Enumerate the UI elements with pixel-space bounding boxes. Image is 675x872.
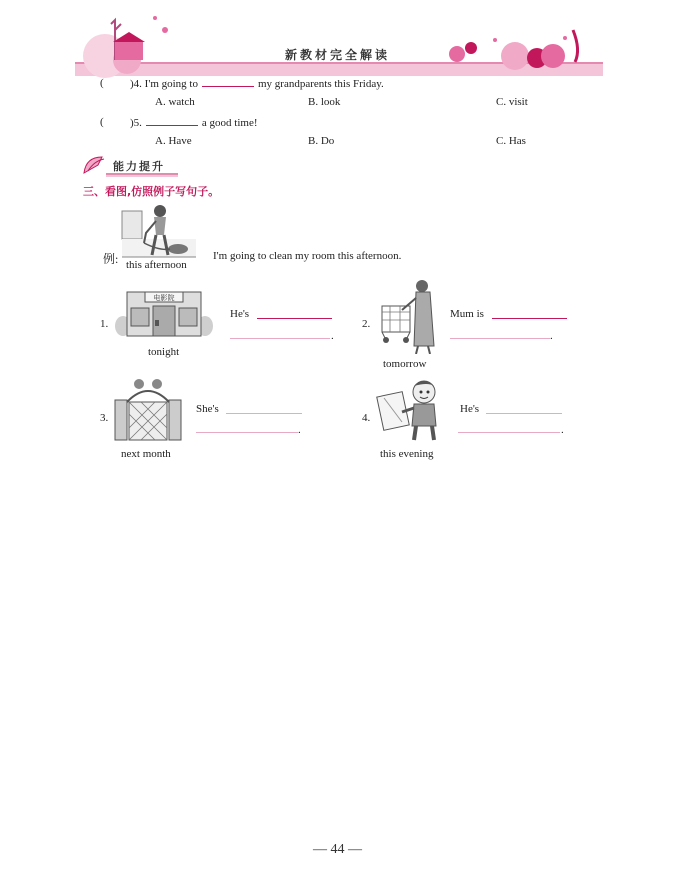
cleaning-woman-picture	[120, 203, 198, 259]
boy-painting-picture	[376, 378, 450, 444]
example-time: this afternoon	[126, 259, 187, 271]
q4-number: 4.	[133, 78, 142, 90]
q5-text-after: a good time!	[201, 117, 258, 129]
item-1-period: .	[331, 330, 334, 342]
park-gate-picture	[113, 376, 183, 442]
q4-paren: (	[100, 77, 104, 89]
q4-option-b[interactable]: B. look	[308, 96, 341, 108]
page-number: — 44 —	[313, 842, 362, 857]
item-1-time: tonight	[148, 346, 180, 358]
q5-option-b[interactable]: B. Do	[308, 135, 335, 147]
item-4-answer-line-1[interactable]	[486, 413, 562, 414]
q4-option-c[interactable]: C. visit	[496, 96, 528, 108]
header-banner	[75, 0, 603, 78]
q5-option-c[interactable]: C. Has	[496, 135, 526, 147]
q4-paren-close: )	[130, 78, 134, 90]
item-3-answer-line-1[interactable]	[226, 413, 302, 414]
cinema-picture	[115, 290, 213, 338]
item-3-time: next month	[121, 448, 171, 460]
q5-paren: (	[100, 116, 104, 128]
item-2-period: .	[550, 330, 553, 342]
ability-label: 能力提升	[113, 160, 165, 173]
item-3-number: 3.	[100, 412, 109, 424]
q5-number: 5.	[133, 117, 142, 129]
item-1-subject: He's	[230, 308, 250, 320]
item-3-subject: She's	[196, 403, 219, 415]
mum-shopping-picture	[378, 276, 438, 354]
item-2-answer-line-2[interactable]	[450, 338, 550, 339]
item-1-answer-line-1[interactable]	[257, 318, 332, 319]
item-2-answer-line-1[interactable]	[492, 318, 567, 319]
item-4-period: .	[561, 424, 564, 436]
q5-blank[interactable]	[146, 116, 198, 126]
item-1-number: 1.	[100, 318, 109, 330]
q4-text-before: I'm going to	[144, 78, 198, 90]
q5-paren-close: )	[130, 117, 134, 129]
item-4-subject: He's	[460, 403, 480, 415]
question-5	[130, 116, 258, 129]
item-4-answer-line-2[interactable]	[458, 432, 560, 433]
example-sentence: I'm going to clean my room this afternoon.	[213, 250, 402, 262]
item-1-answer-line-2[interactable]	[230, 338, 330, 339]
header-title: 新教材完全解读	[284, 48, 390, 62]
example-label: 例:	[103, 252, 119, 266]
item-4-number: 4.	[362, 412, 371, 424]
item-4-time: this evening	[380, 448, 434, 460]
q4-option-a[interactable]: A. watch	[155, 96, 195, 108]
question-4	[130, 77, 384, 90]
q4-blank[interactable]	[202, 77, 254, 87]
item-2-time: tomorrow	[383, 358, 427, 370]
cinema-sign: 电影院	[153, 294, 175, 302]
q4-text-after: my grandparents this Friday.	[258, 78, 384, 90]
item-3-period: .	[298, 424, 301, 436]
q5-option-a[interactable]: A. Have	[155, 135, 192, 147]
item-3-answer-line-2[interactable]	[196, 432, 298, 433]
section-3-title: 三、看图,仿照例子写句子。	[83, 185, 220, 198]
item-2-subject: Mum is	[450, 308, 484, 320]
item-2-number: 2.	[362, 318, 371, 330]
